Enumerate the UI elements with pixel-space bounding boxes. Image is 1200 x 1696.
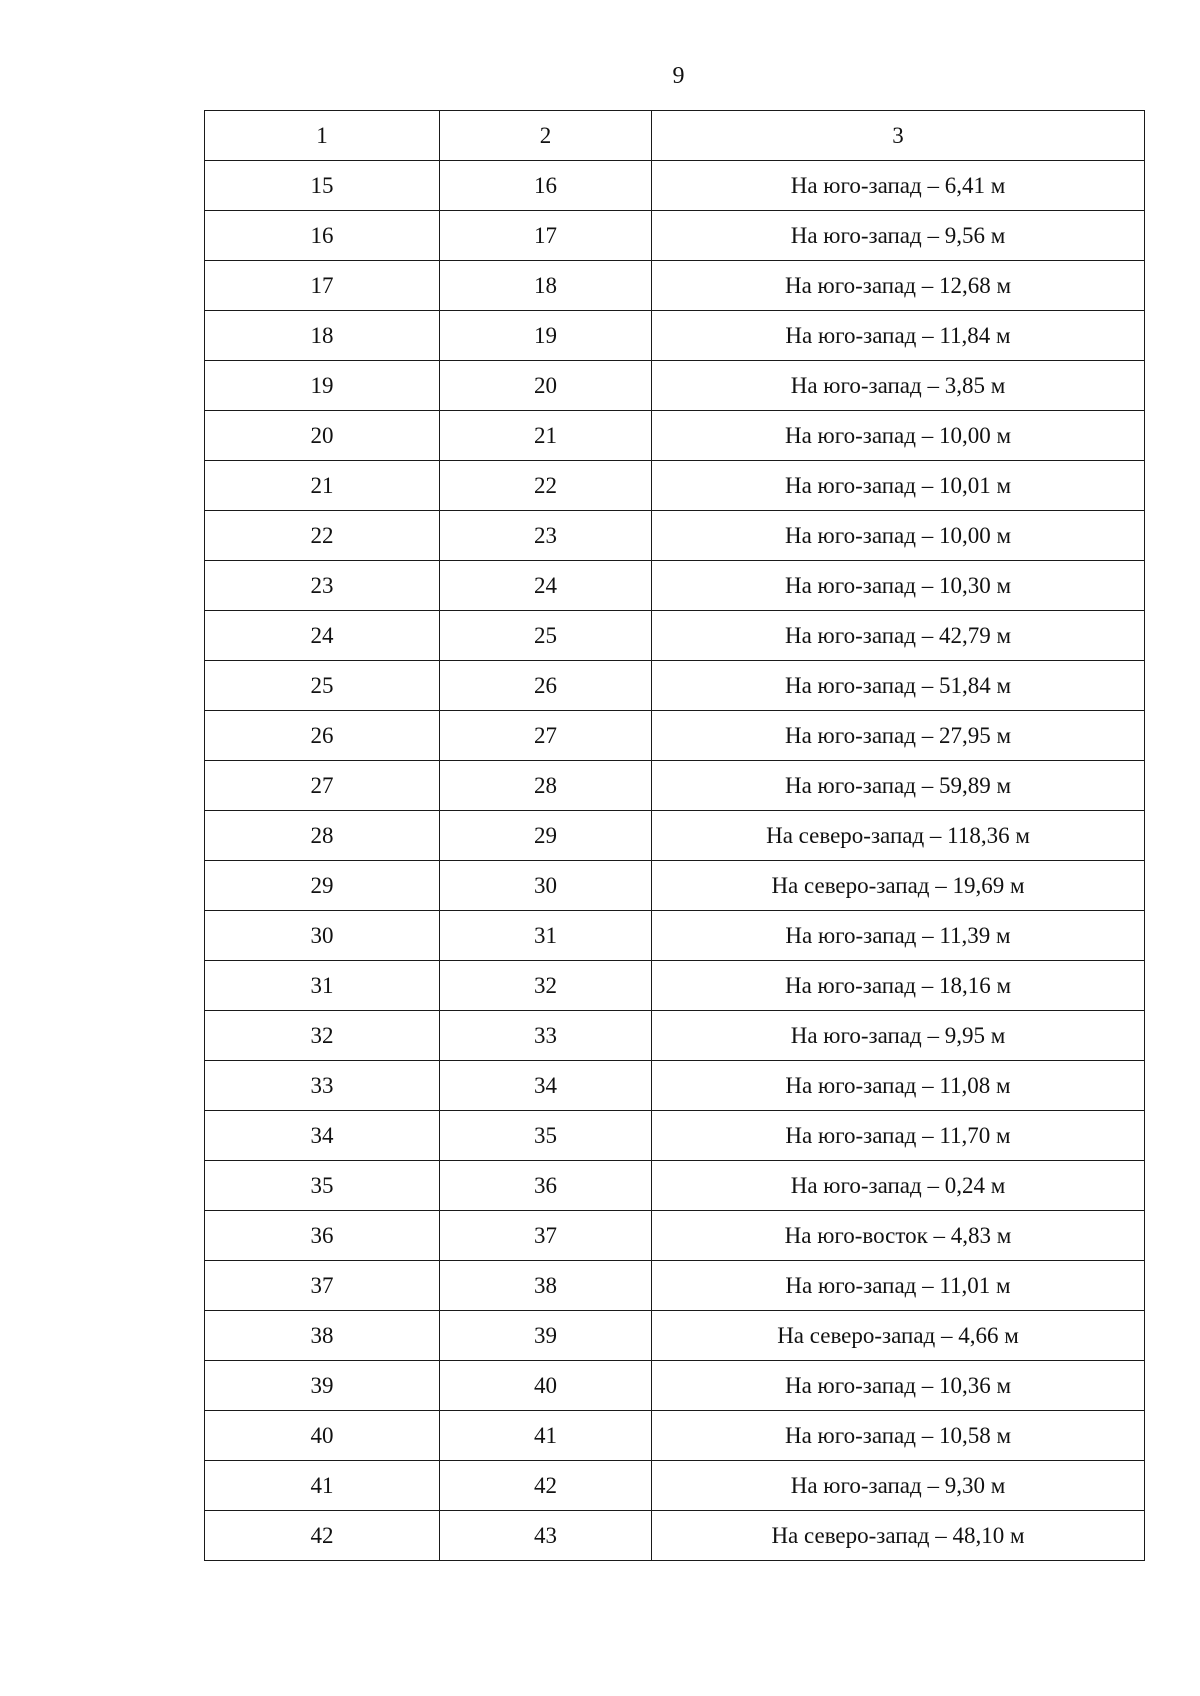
from-point-cell: 39 bbox=[205, 1361, 440, 1411]
to-point-cell: 35 bbox=[440, 1111, 652, 1161]
direction-distance-cell: На юго-запад – 11,39 м bbox=[652, 911, 1145, 961]
from-point-cell: 31 bbox=[205, 961, 440, 1011]
to-point-cell: 31 bbox=[440, 911, 652, 961]
table-row bbox=[205, 561, 1145, 611]
direction-distance-cell: На юго-запад – 0,24 м bbox=[652, 1161, 1145, 1211]
to-point-cell: 24 bbox=[440, 561, 652, 611]
to-point-cell: 20 bbox=[440, 361, 652, 411]
to-point-cell: 21 bbox=[440, 411, 652, 461]
direction-distance-cell: На юго-восток – 4,83 м bbox=[652, 1211, 1145, 1261]
direction-distance-cell: На северо-запад – 19,69 м bbox=[652, 861, 1145, 911]
page-number: 9 bbox=[672, 63, 685, 89]
direction-distance-cell: На юго-запад – 9,30 м bbox=[652, 1461, 1145, 1511]
direction-distance-cell: На северо-запад – 118,36 м bbox=[652, 811, 1145, 861]
from-point-cell: 18 bbox=[205, 311, 440, 361]
from-point-cell: 41 bbox=[205, 1461, 440, 1511]
direction-distance-cell: На юго-запад – 27,95 м bbox=[652, 711, 1145, 761]
from-point-cell: 20 bbox=[205, 411, 440, 461]
from-point-cell: 42 bbox=[205, 1511, 440, 1561]
to-point-cell: 41 bbox=[440, 1411, 652, 1461]
to-point-cell: 40 bbox=[440, 1361, 652, 1411]
from-point-cell: 29 bbox=[205, 861, 440, 911]
table-row bbox=[205, 811, 1145, 861]
table-row bbox=[205, 1361, 1145, 1411]
direction-distance-cell: На юго-запад – 9,95 м bbox=[652, 1011, 1145, 1061]
to-point-cell: 43 bbox=[440, 1511, 652, 1561]
from-point-cell: 22 bbox=[205, 511, 440, 561]
table-row bbox=[205, 1311, 1145, 1361]
from-point-cell: 40 bbox=[205, 1411, 440, 1461]
to-point-cell: 16 bbox=[440, 161, 652, 211]
direction-distance-cell: На юго-запад – 11,84 м bbox=[652, 311, 1145, 361]
to-point-cell: 30 bbox=[440, 861, 652, 911]
direction-distance-cell: На юго-запад – 42,79 м bbox=[652, 611, 1145, 661]
column-header-1: 1 bbox=[205, 111, 440, 161]
table-header-row bbox=[205, 111, 1145, 161]
from-point-cell: 24 bbox=[205, 611, 440, 661]
column-header-2: 2 bbox=[440, 111, 652, 161]
table-body bbox=[205, 111, 1145, 1561]
direction-distance-cell: На юго-запад – 6,41 м bbox=[652, 161, 1145, 211]
from-point-cell: 36 bbox=[205, 1211, 440, 1261]
from-point-cell: 21 bbox=[205, 461, 440, 511]
table-row bbox=[205, 161, 1145, 211]
from-point-cell: 15 bbox=[205, 161, 440, 211]
direction-distance-cell: На юго-запад – 12,68 м bbox=[652, 261, 1145, 311]
direction-distance-cell: На юго-запад – 59,89 м bbox=[652, 761, 1145, 811]
direction-distance-cell: На юго-запад – 18,16 м bbox=[652, 961, 1145, 1011]
to-point-cell: 27 bbox=[440, 711, 652, 761]
from-point-cell: 33 bbox=[205, 1061, 440, 1111]
from-point-cell: 30 bbox=[205, 911, 440, 961]
to-point-cell: 29 bbox=[440, 811, 652, 861]
from-point-cell: 35 bbox=[205, 1161, 440, 1211]
direction-distance-cell: На юго-запад – 10,36 м bbox=[652, 1361, 1145, 1411]
table-row bbox=[205, 1411, 1145, 1461]
table-row bbox=[205, 1061, 1145, 1111]
direction-distance-cell: На юго-запад – 10,00 м bbox=[652, 411, 1145, 461]
table-row bbox=[205, 961, 1145, 1011]
from-point-cell: 28 bbox=[205, 811, 440, 861]
to-point-cell: 36 bbox=[440, 1161, 652, 1211]
table-row bbox=[205, 1511, 1145, 1561]
direction-distance-cell: На юго-запад – 11,08 м bbox=[652, 1061, 1145, 1111]
to-point-cell: 26 bbox=[440, 661, 652, 711]
table-row bbox=[205, 461, 1145, 511]
table-row bbox=[205, 1011, 1145, 1061]
to-point-cell: 33 bbox=[440, 1011, 652, 1061]
to-point-cell: 23 bbox=[440, 511, 652, 561]
table-row bbox=[205, 361, 1145, 411]
to-point-cell: 17 bbox=[440, 211, 652, 261]
table-row bbox=[205, 261, 1145, 311]
table-row bbox=[205, 311, 1145, 361]
to-point-cell: 25 bbox=[440, 611, 652, 661]
from-point-cell: 32 bbox=[205, 1011, 440, 1061]
table-row bbox=[205, 1211, 1145, 1261]
to-point-cell: 32 bbox=[440, 961, 652, 1011]
direction-distance-cell: На юго-запад – 11,70 м bbox=[652, 1111, 1145, 1161]
direction-distance-cell: На юго-запад – 11,01 м bbox=[652, 1261, 1145, 1311]
table-row bbox=[205, 1261, 1145, 1311]
direction-distance-cell: На юго-запад – 10,01 м bbox=[652, 461, 1145, 511]
from-point-cell: 16 bbox=[205, 211, 440, 261]
direction-distance-cell: На юго-запад – 9,56 м bbox=[652, 211, 1145, 261]
to-point-cell: 19 bbox=[440, 311, 652, 361]
from-point-cell: 38 bbox=[205, 1311, 440, 1361]
to-point-cell: 22 bbox=[440, 461, 652, 511]
from-point-cell: 17 bbox=[205, 261, 440, 311]
direction-distance-cell: На северо-запад – 4,66 м bbox=[652, 1311, 1145, 1361]
direction-distance-cell: На юго-запад – 10,00 м bbox=[652, 511, 1145, 561]
to-point-cell: 37 bbox=[440, 1211, 652, 1261]
direction-distance-cell: На юго-запад – 51,84 м bbox=[652, 661, 1145, 711]
table-row bbox=[205, 1461, 1145, 1511]
from-point-cell: 19 bbox=[205, 361, 440, 411]
table-row bbox=[205, 211, 1145, 261]
table-row bbox=[205, 861, 1145, 911]
table-row bbox=[205, 411, 1145, 461]
boundary-table bbox=[204, 110, 1145, 1561]
table-row bbox=[205, 711, 1145, 761]
column-header-3: 3 bbox=[652, 111, 1145, 161]
direction-distance-cell: На юго-запад – 3,85 м bbox=[652, 361, 1145, 411]
table-row bbox=[205, 511, 1145, 561]
direction-distance-cell: На северо-запад – 48,10 м bbox=[652, 1511, 1145, 1561]
table-row bbox=[205, 1161, 1145, 1211]
table-row bbox=[205, 661, 1145, 711]
from-point-cell: 34 bbox=[205, 1111, 440, 1161]
to-point-cell: 18 bbox=[440, 261, 652, 311]
direction-distance-cell: На юго-запад – 10,30 м bbox=[652, 561, 1145, 611]
from-point-cell: 37 bbox=[205, 1261, 440, 1311]
from-point-cell: 27 bbox=[205, 761, 440, 811]
table-row bbox=[205, 611, 1145, 661]
from-point-cell: 26 bbox=[205, 711, 440, 761]
to-point-cell: 42 bbox=[440, 1461, 652, 1511]
to-point-cell: 34 bbox=[440, 1061, 652, 1111]
direction-distance-cell: На юго-запад – 10,58 м bbox=[652, 1411, 1145, 1461]
from-point-cell: 25 bbox=[205, 661, 440, 711]
table-row bbox=[205, 1111, 1145, 1161]
from-point-cell: 23 bbox=[205, 561, 440, 611]
to-point-cell: 39 bbox=[440, 1311, 652, 1361]
table-row bbox=[205, 761, 1145, 811]
to-point-cell: 38 bbox=[440, 1261, 652, 1311]
to-point-cell: 28 bbox=[440, 761, 652, 811]
table-row bbox=[205, 911, 1145, 961]
